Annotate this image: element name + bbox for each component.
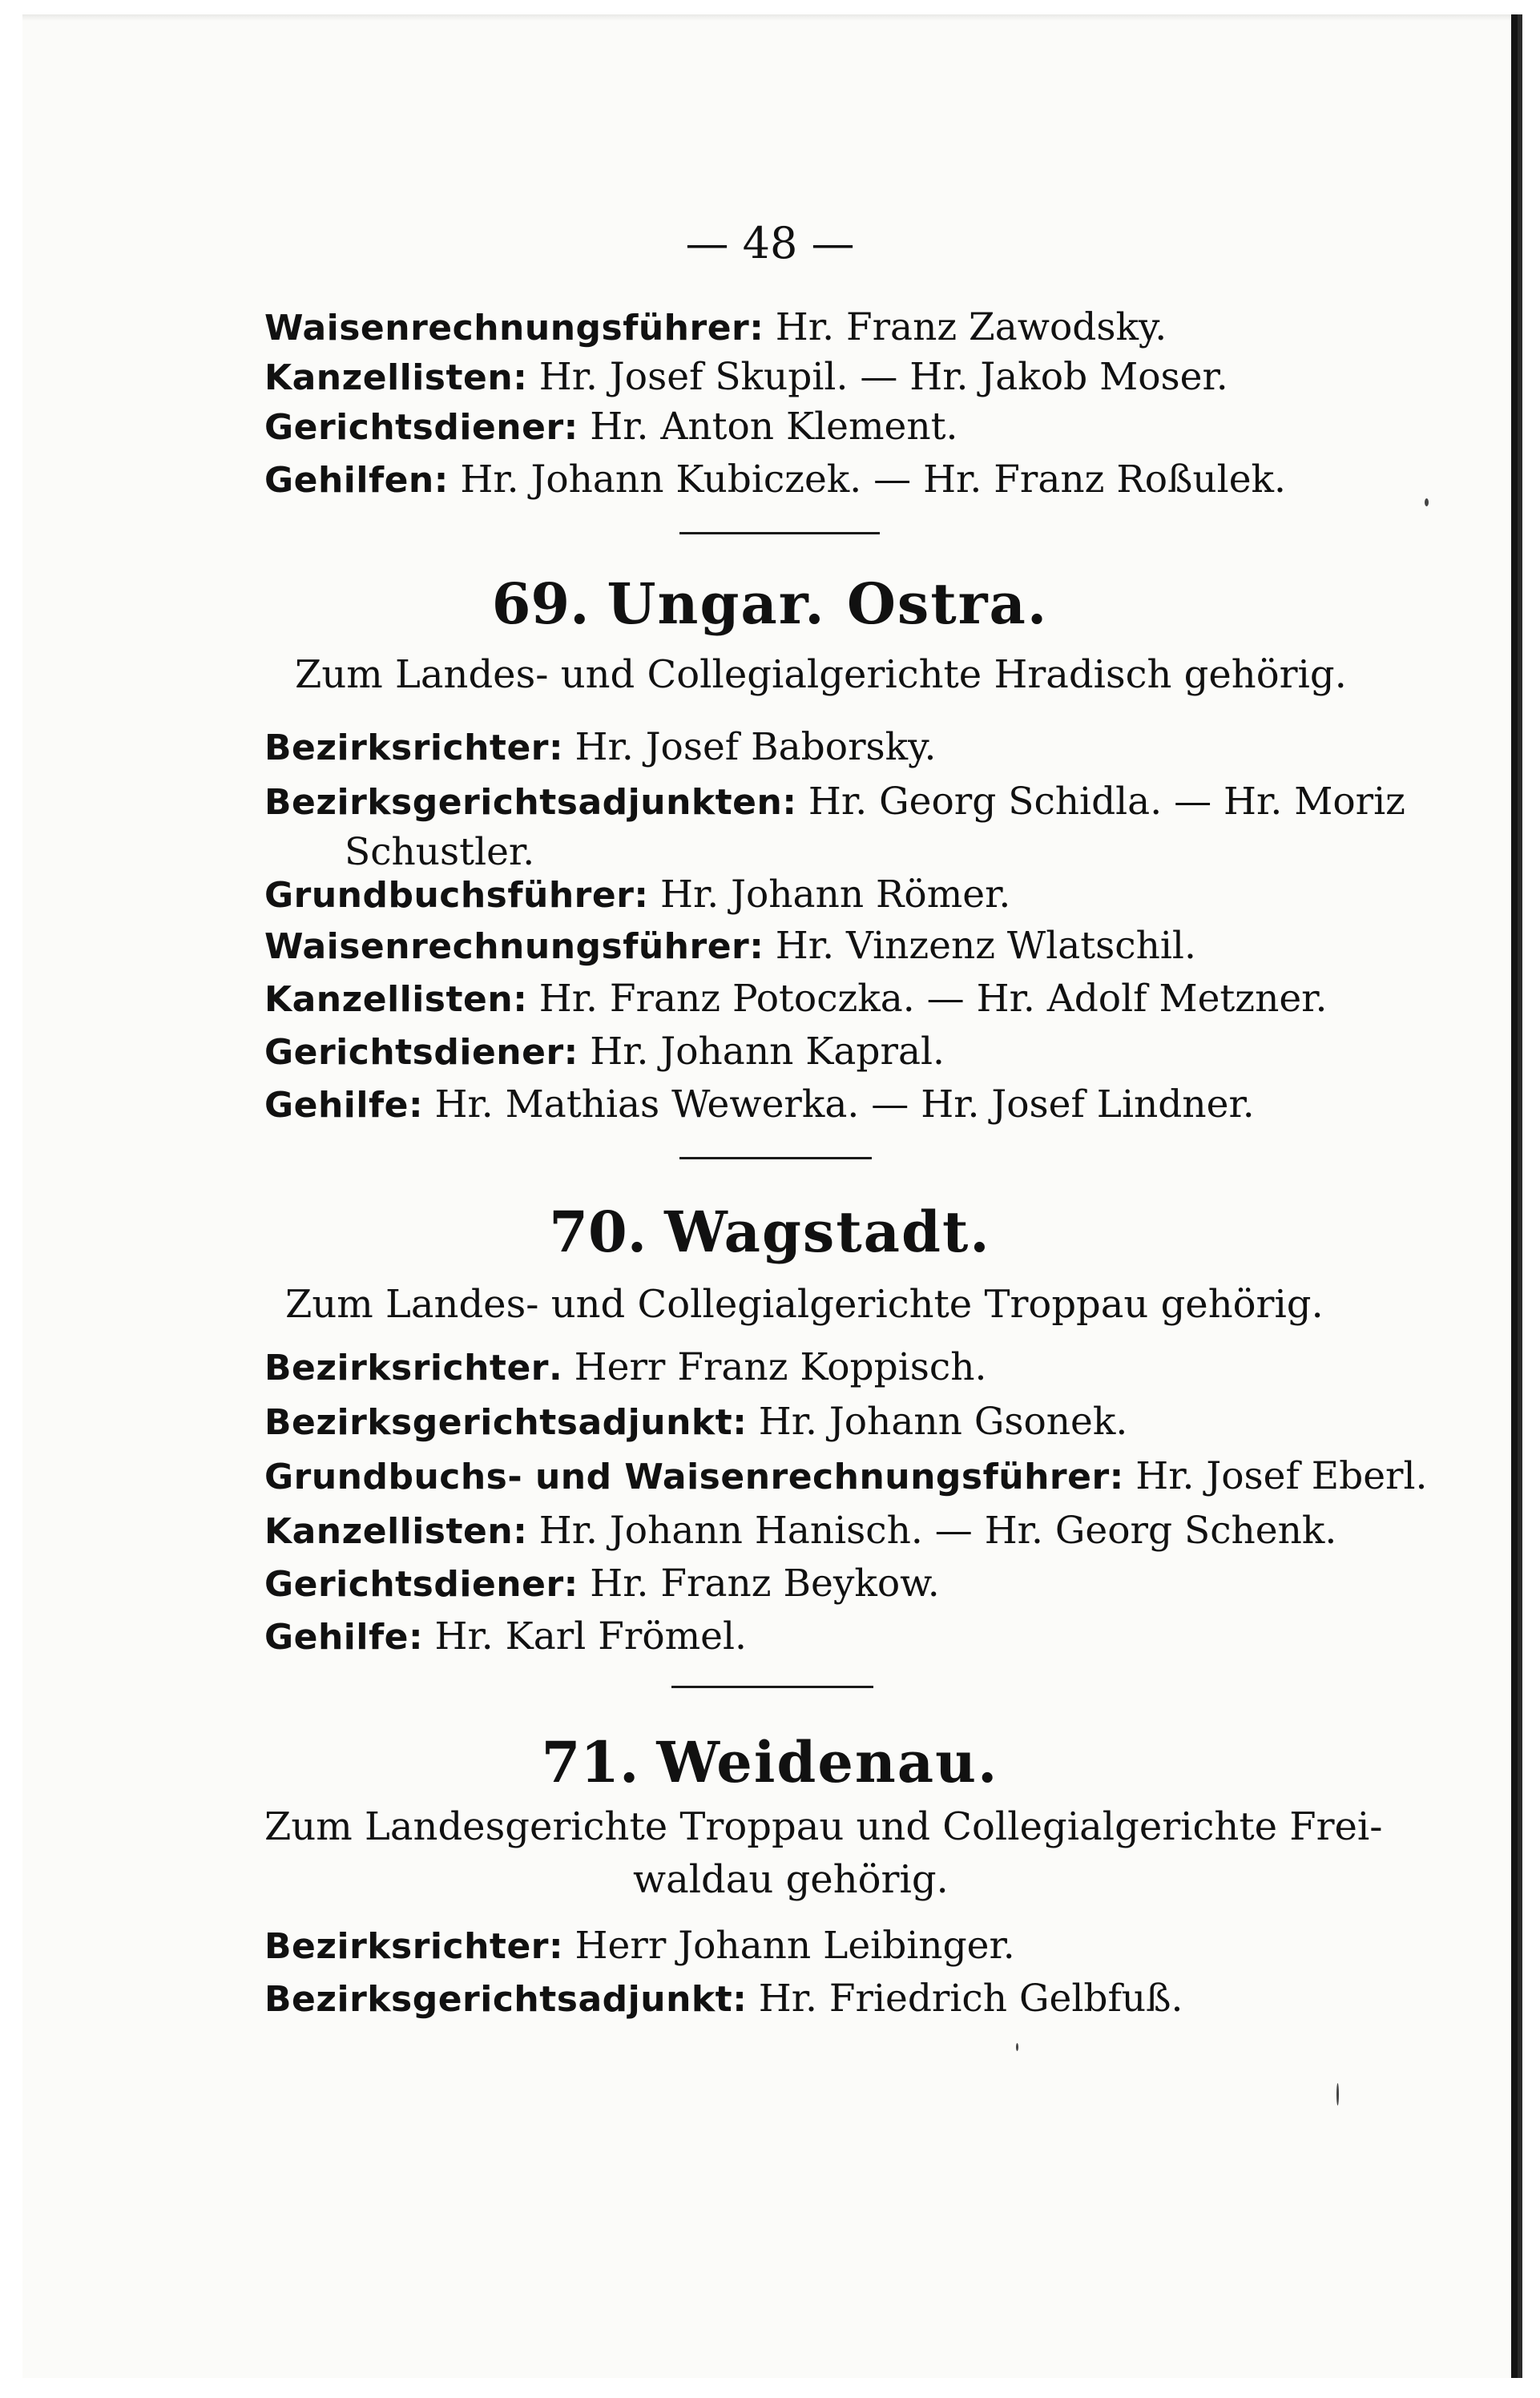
entry-label: Bezirksgerichtsadjunkt xyxy=(264,1979,733,2020)
paper-speck xyxy=(1016,2043,1018,2051)
list-item xyxy=(264,1343,986,1393)
entry-value: Herr Johann Leibinger. xyxy=(574,1924,1015,1968)
entry-label: Grundbuchsführer xyxy=(264,875,635,916)
list-item xyxy=(264,921,1196,972)
entry-separator: : xyxy=(563,1032,579,1073)
entry-separator: : xyxy=(548,727,563,768)
section-subtitle: Zum Landesgerichte Troppau und Collegialgerichte Frei- xyxy=(264,1804,1383,1849)
entry-separator: : xyxy=(408,1085,423,1126)
entry-value: Hr. Franz Zawodsky. xyxy=(775,305,1167,349)
entry-label: Waisenrechnungsführer xyxy=(264,308,750,349)
list-item xyxy=(264,974,1327,1025)
list-item xyxy=(264,1027,945,1078)
entry-label: Bezirksgerichtsadjunkten xyxy=(264,782,783,823)
entry-label: Bezirksrichter xyxy=(264,1926,549,1967)
list-item xyxy=(264,1559,940,1610)
section-subtitle: Zum Landes- und Collegialgerichte Hradisch gehörig. xyxy=(295,652,1347,697)
entry-value: Hr. Friedrich Gelbfuß. xyxy=(758,1977,1183,2021)
entry-separator: : xyxy=(1109,1457,1124,1497)
section-heading xyxy=(0,1199,1540,1265)
section-number: 71. xyxy=(541,1729,639,1795)
entry-separator: : xyxy=(513,979,527,1020)
entry-label: Gerichtsdiener xyxy=(264,407,564,448)
entry-label: Kanzellisten xyxy=(264,1511,514,1552)
entry-value: Hr. Georg Schidla. — Hr. Moriz xyxy=(808,780,1405,824)
entry-separator: : xyxy=(548,1926,563,1967)
section-name: Wagstadt. xyxy=(664,1199,991,1265)
page-number: — 48 — xyxy=(685,218,855,268)
entry-separator: : xyxy=(634,875,649,916)
section-divider xyxy=(671,1686,873,1688)
entry-label: Grundbuchs- und Waisenrechnungsführer xyxy=(264,1457,1110,1497)
entry-value: Hr. Franz Beykow. xyxy=(590,1562,940,1606)
list-item xyxy=(264,353,1228,403)
entry-label: Gehilfe xyxy=(264,1085,409,1126)
entry-label: Bezirksrichter xyxy=(264,727,549,768)
list-item xyxy=(264,723,936,773)
entry-label: Kanzellisten xyxy=(264,979,514,1020)
paper-speck xyxy=(1425,498,1429,506)
entry-separator: : xyxy=(749,308,764,349)
section-number: 69. xyxy=(491,570,590,637)
entry-value: Herr Franz Koppisch. xyxy=(574,1345,987,1389)
list-item xyxy=(264,870,1010,921)
entry-label: Kanzellisten xyxy=(264,357,514,398)
entry-separator: : xyxy=(749,926,764,967)
list-item xyxy=(264,1921,1015,1972)
entry-separator: . xyxy=(548,1348,562,1388)
list-item xyxy=(264,1974,1183,2025)
entry-label: Waisenrechnungsführer xyxy=(264,926,750,967)
entry-label: Gerichtsdiener xyxy=(264,1032,564,1073)
entry-value: Hr. Franz Potoczka. — Hr. Adolf Metzner. xyxy=(538,977,1328,1021)
section-name: Ungar. Ostra. xyxy=(607,570,1049,637)
section-heading xyxy=(0,1729,1540,1795)
section-divider xyxy=(679,532,880,534)
list-item xyxy=(264,1452,1427,1502)
entry-label: Gehilfen xyxy=(264,460,434,501)
entry-label: Gerichtsdiener xyxy=(264,1564,564,1605)
entry-value: Hr. Johann Gsonek. xyxy=(758,1400,1128,1444)
section-heading xyxy=(0,570,1540,637)
list-item xyxy=(264,1612,747,1662)
entry-value: Hr. Vinzenz Wlatschil. xyxy=(775,924,1196,968)
entry-separator: : xyxy=(433,460,449,501)
entry-value: Hr. Josef Skupil. — Hr. Jakob Moser. xyxy=(538,355,1228,399)
section-subtitle-continuation: waldau gehörig. xyxy=(633,1857,949,1902)
list-item xyxy=(264,1397,1127,1448)
entry-separator: : xyxy=(732,1979,747,2020)
paper-speck xyxy=(1336,2083,1339,2106)
section-subtitle: Zum Landes- und Collegialgerichte Troppau gehörig. xyxy=(285,1282,1324,1327)
list-item xyxy=(264,1080,1255,1130)
section-divider xyxy=(679,1157,872,1159)
entry-separator: : xyxy=(563,1564,579,1605)
list-item xyxy=(264,402,957,453)
entry-value: Hr. Johann Kubiczek. — Hr. Franz Roßulek. xyxy=(460,457,1286,502)
entry-separator: : xyxy=(513,1511,527,1552)
entry-label: Bezirksgerichtsadjunkt xyxy=(264,1402,733,1443)
entry-value: Hr. Anton Klement. xyxy=(590,405,958,449)
entry-value: Hr. Josef Baborsky. xyxy=(574,725,937,769)
list-item xyxy=(264,455,1286,506)
entry-separator: : xyxy=(408,1617,423,1658)
entry-value: Hr. Johann Kapral. xyxy=(590,1030,945,1074)
entry-separator: : xyxy=(782,782,796,823)
list-item xyxy=(264,1506,1336,1557)
entry-label: Bezirksrichter xyxy=(264,1348,549,1388)
entry-value: Hr. Karl Frömel. xyxy=(434,1614,747,1658)
entry-label: Gehilfe xyxy=(264,1617,409,1658)
entry-value: Hr. Mathias Wewerka. — Hr. Josef Lindner. xyxy=(434,1082,1255,1126)
entry-separator: : xyxy=(732,1402,747,1443)
entry-value: Hr. Johann Römer. xyxy=(659,873,1011,917)
entry-value: Hr. Johann Hanisch. — Hr. Georg Schenk. xyxy=(538,1509,1337,1553)
entry-separator: : xyxy=(513,357,527,398)
entry-value: Hr. Josef Eberl. xyxy=(1135,1454,1428,1498)
entry-separator: : xyxy=(563,407,579,448)
section-name: Weidenau. xyxy=(656,1729,999,1795)
section-number: 70. xyxy=(549,1199,647,1265)
list-item xyxy=(264,303,1167,353)
entry-value-continuation: Schustler. xyxy=(345,830,535,874)
list-item xyxy=(264,777,1405,877)
